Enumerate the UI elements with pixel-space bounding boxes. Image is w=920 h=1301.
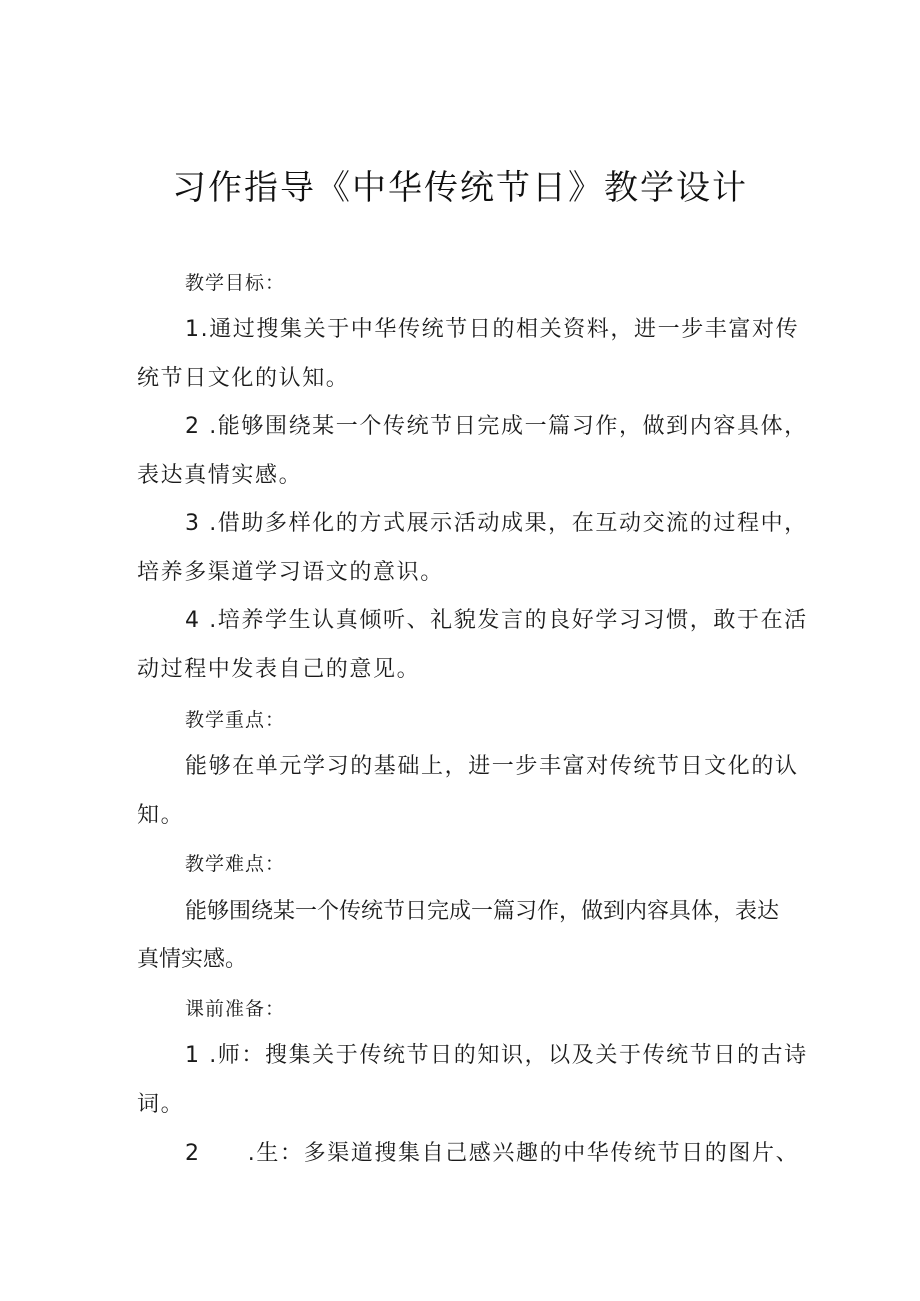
key-point-heading: 教学重点： (185, 709, 286, 731)
objective-2-line-1: 2 .能够围绕某一个传统节日完成一篇习作，做到内容具体， (185, 414, 808, 439)
document-title: 习作指导《中华传统节日》教学设计 (172, 168, 748, 208)
difficulty-line-2: 真情实感。 (137, 947, 248, 972)
objective-1-line-2: 统节日文化的认知。 (137, 366, 350, 391)
objectives-heading: 教学目标： (185, 272, 286, 294)
preparation-heading: 课前准备： (185, 998, 286, 1020)
objective-1-line-1: 1.通过搜集关于中华传统节日的相关资料，进一步丰富对传 (185, 317, 800, 342)
difficulty-heading: 教学难点： (185, 853, 286, 875)
key-point-line-1: 能够在单元学习的基础上，进一步丰富对传统节日文化的认 (185, 754, 799, 779)
key-point-line-2: 知。 (137, 803, 185, 828)
preparation-1-line-1: 1 .师：搜集关于传统节日的知识，以及关于传统节日的古诗 (185, 1043, 808, 1068)
objective-2-line-2: 表达真情实感。 (137, 463, 303, 488)
objective-3-line-2: 培养多渠道学习语文的意识。 (137, 560, 444, 585)
difficulty-line-1: 能够围绕某一个传统节日完成一篇习作，做到内容具体，表达 (185, 899, 780, 924)
preparation-2-line-1: 2 .生：多渠道搜集自己感兴趣的中华传统节日的图片、 (185, 1141, 800, 1166)
objective-3-line-1: 3 .借助多样化的方式展示活动成果，在互动交流的过程中， (185, 511, 808, 536)
objective-4-line-2: 动过程中发表自己的意见。 (137, 657, 421, 682)
preparation-1-line-2: 词。 (137, 1092, 185, 1117)
objective-4-line-1: 4 .培养学生认真倾听、礼貌发言的良好学习习惯，敢于在活 (185, 608, 808, 633)
